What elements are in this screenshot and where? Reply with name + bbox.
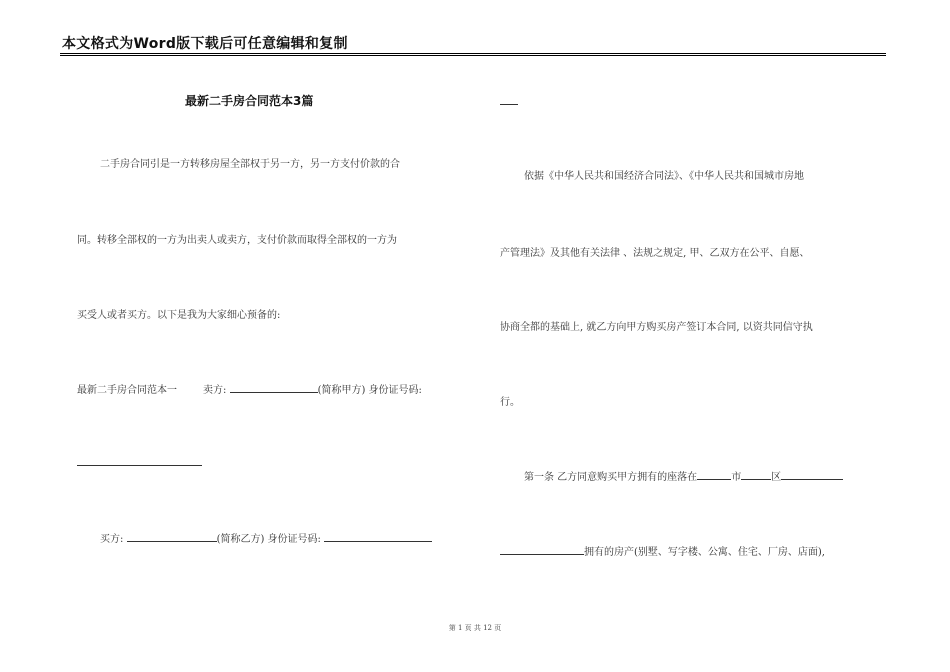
article1-line-1	[524, 468, 843, 483]
right-top-blank	[500, 104, 518, 105]
intro-line-1: 二手房合同引是一方转移房屋全部权于另一方，另一方支付价款的合	[100, 159, 400, 170]
seller-name-blank	[230, 381, 318, 393]
district-label: 区	[771, 472, 782, 483]
buyer-label: 买方:	[100, 534, 124, 545]
page-number: 第 1 页 共 12 页	[448, 624, 502, 632]
preamble-line-1: 依据《中华人民共和国经济合同法》、《中华人民共和国城市房地	[524, 171, 804, 182]
seller-id-blank	[77, 465, 202, 466]
document-title: 最新二手房合同范本3篇	[185, 94, 314, 108]
address-blank	[781, 468, 843, 480]
city-blank	[697, 468, 731, 480]
header-divider	[60, 53, 886, 54]
article1-text: 第一条 乙方同意购买甲方拥有的座落在	[524, 472, 698, 483]
sample-label: 最新二手房合同范本一	[77, 385, 177, 396]
header-title: 本文格式为Word版下载后可任意编辑和复制	[62, 36, 348, 52]
seller-label: 卖方:	[203, 385, 227, 396]
intro-line-2: 同。转移全部权的一方为出卖人或卖方，支付价款而取得全部权的一方为	[77, 235, 397, 246]
property-blank	[500, 543, 584, 555]
seller-row	[77, 381, 422, 396]
buyer-row	[100, 530, 432, 545]
buyer-name-blank	[127, 530, 217, 542]
city-label: 市	[731, 472, 742, 483]
header-divider-secondary	[60, 55, 886, 56]
preamble-line-4: 行。	[500, 397, 520, 408]
property-type-text: 拥有的房产(别墅、写字楼、公寓、住宅、厂房、店面),	[584, 547, 825, 558]
buyer-abbr: (简称乙方) 身份证号码:	[216, 534, 321, 545]
intro-line-3: 买受人或者买方。以下是我为大家细心预备的:	[77, 310, 281, 321]
district-blank	[741, 468, 771, 480]
preamble-line-2: 产管理法》及其他有关法律 、法规之规定, 甲、乙双方在公平、自愿、	[500, 248, 810, 259]
buyer-id-blank	[324, 530, 432, 542]
preamble-line-3: 协商全都的基础上, 就乙方向甲方购买房产签订本合同, 以资共同信守执	[500, 322, 813, 333]
seller-abbr: (简称甲方) 身份证号码:	[317, 385, 422, 396]
article1-line-2	[500, 543, 825, 558]
